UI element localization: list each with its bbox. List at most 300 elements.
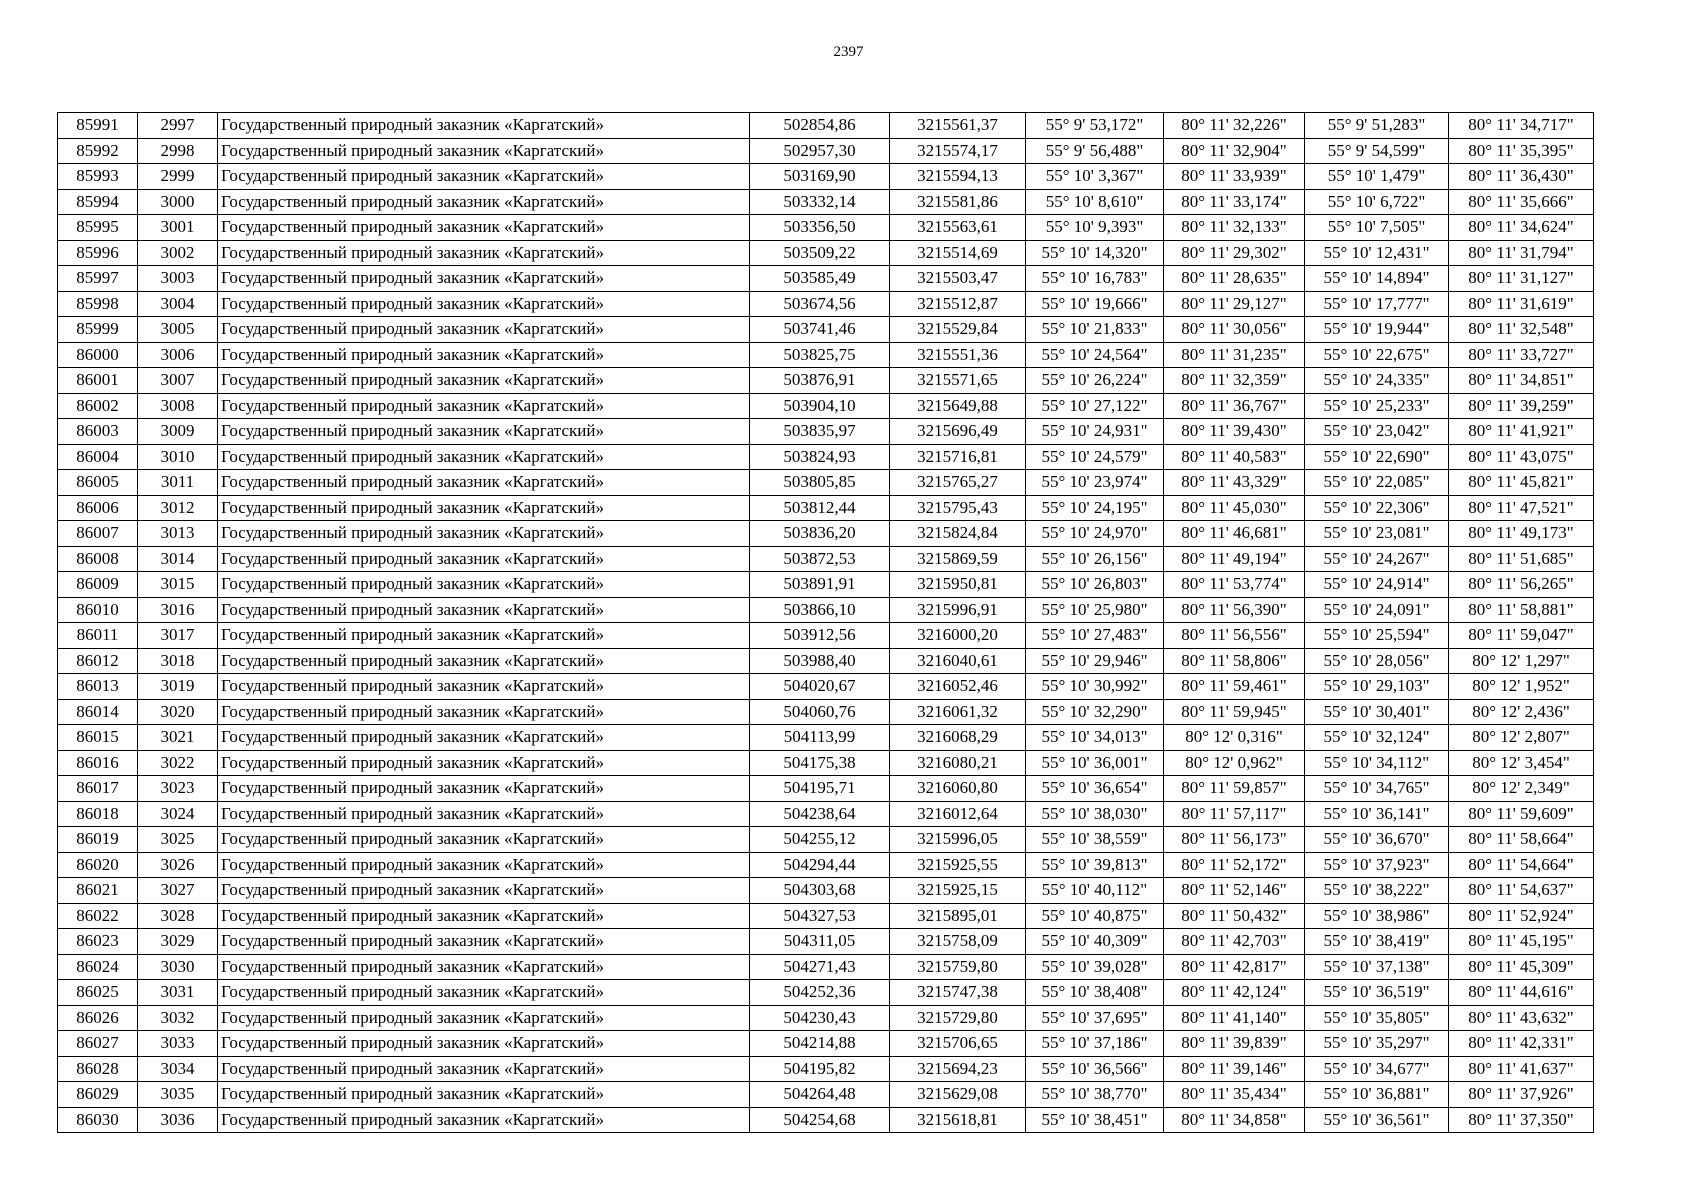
row-number-cell: 86023 [58,929,138,955]
table-row [58,368,1594,394]
territory-name-cell: Государственный природный заказник «Каргатский» [218,521,750,547]
y-coordinate-cell: 3215996,91 [890,597,1026,623]
row-number-cell: 85998 [58,291,138,317]
longitude-1-cell: 80° 11' 36,767" [1164,393,1305,419]
x-coordinate-cell: 502854,86 [750,113,890,139]
longitude-1-cell: 80° 11' 56,556" [1164,623,1305,649]
x-coordinate-cell: 504060,76 [750,699,890,725]
latitude-2-cell: 55° 10' 24,267" [1305,546,1449,572]
row-number-cell: 86024 [58,954,138,980]
territory-name-cell: Государственный природный заказник «Каргатский» [218,1107,750,1133]
x-coordinate-cell: 504303,68 [750,878,890,904]
point-number-cell: 3000 [138,189,218,215]
latitude-2-cell: 55° 10' 24,335" [1305,368,1449,394]
latitude-2-cell: 55° 9' 51,283" [1305,113,1449,139]
territory-name-cell: Государственный природный заказник «Каргатский» [218,572,750,598]
point-number-cell: 3004 [138,291,218,317]
latitude-2-cell: 55° 10' 38,222" [1305,878,1449,904]
table-row [58,521,1594,547]
point-number-cell: 3009 [138,419,218,445]
row-number-cell: 86004 [58,444,138,470]
row-number-cell: 86009 [58,572,138,598]
row-number-cell: 85992 [58,138,138,164]
x-coordinate-cell: 503356,50 [750,215,890,241]
longitude-1-cell: 80° 11' 42,817" [1164,954,1305,980]
row-number-cell: 86014 [58,699,138,725]
latitude-1-cell: 55° 10' 40,875" [1026,903,1164,929]
table-row [58,801,1594,827]
territory-name-cell: Государственный природный заказник «Каргатский» [218,674,750,700]
latitude-2-cell: 55° 10' 22,306" [1305,495,1449,521]
longitude-1-cell: 80° 11' 39,430" [1164,419,1305,445]
x-coordinate-cell: 503904,10 [750,393,890,419]
latitude-1-cell: 55° 10' 39,028" [1026,954,1164,980]
longitude-2-cell: 80° 11' 37,926" [1449,1082,1594,1108]
longitude-2-cell: 80° 11' 31,619" [1449,291,1594,317]
longitude-1-cell: 80° 11' 32,359" [1164,368,1305,394]
latitude-2-cell: 55° 10' 36,141" [1305,801,1449,827]
y-coordinate-cell: 3215895,01 [890,903,1026,929]
territory-name-cell: Государственный природный заказник «Каргатский» [218,317,750,343]
longitude-1-cell: 80° 11' 42,124" [1164,980,1305,1006]
y-coordinate-cell: 3215574,17 [890,138,1026,164]
row-number-cell: 86017 [58,776,138,802]
point-number-cell: 3024 [138,801,218,827]
latitude-2-cell: 55° 10' 23,042" [1305,419,1449,445]
table-row [58,342,1594,368]
x-coordinate-cell: 503912,56 [750,623,890,649]
x-coordinate-cell: 503866,10 [750,597,890,623]
table-row [58,240,1594,266]
row-number-cell: 86026 [58,1005,138,1031]
table-row [58,291,1594,317]
y-coordinate-cell: 3215747,38 [890,980,1026,1006]
table-row [58,546,1594,572]
y-coordinate-cell: 3215514,69 [890,240,1026,266]
row-number-cell: 86016 [58,750,138,776]
row-number-cell: 85999 [58,317,138,343]
y-coordinate-cell: 3215618,81 [890,1107,1026,1133]
point-number-cell: 3033 [138,1031,218,1057]
longitude-1-cell: 80° 11' 40,583" [1164,444,1305,470]
point-number-cell: 3015 [138,572,218,598]
point-number-cell: 3031 [138,980,218,1006]
row-number-cell: 86018 [58,801,138,827]
longitude-2-cell: 80° 11' 58,664" [1449,827,1594,853]
x-coordinate-cell: 503876,91 [750,368,890,394]
table-row [58,699,1594,725]
longitude-2-cell: 80° 12' 3,454" [1449,750,1594,776]
table-row [58,393,1594,419]
table-row [58,215,1594,241]
longitude-1-cell: 80° 11' 32,133" [1164,215,1305,241]
longitude-2-cell: 80° 11' 39,259" [1449,393,1594,419]
row-number-cell: 86030 [58,1107,138,1133]
point-number-cell: 3018 [138,648,218,674]
y-coordinate-cell: 3216080,21 [890,750,1026,776]
latitude-2-cell: 55° 10' 22,675" [1305,342,1449,368]
longitude-1-cell: 80° 11' 31,235" [1164,342,1305,368]
latitude-2-cell: 55° 10' 12,431" [1305,240,1449,266]
territory-name-cell: Государственный природный заказник «Каргатский» [218,1082,750,1108]
latitude-2-cell: 55° 10' 36,561" [1305,1107,1449,1133]
x-coordinate-cell: 504252,36 [750,980,890,1006]
latitude-1-cell: 55° 10' 37,695" [1026,1005,1164,1031]
longitude-1-cell: 80° 11' 59,461" [1164,674,1305,700]
longitude-2-cell: 80° 11' 52,924" [1449,903,1594,929]
point-number-cell: 3010 [138,444,218,470]
latitude-2-cell: 55° 10' 38,419" [1305,929,1449,955]
latitude-2-cell: 55° 10' 37,138" [1305,954,1449,980]
latitude-1-cell: 55° 10' 9,393" [1026,215,1164,241]
row-number-cell: 86021 [58,878,138,904]
x-coordinate-cell: 504327,53 [750,903,890,929]
x-coordinate-cell: 504020,67 [750,674,890,700]
territory-name-cell: Государственный природный заказник «Каргатский» [218,419,750,445]
y-coordinate-cell: 3215629,08 [890,1082,1026,1108]
point-number-cell: 3027 [138,878,218,904]
latitude-2-cell: 55° 10' 22,085" [1305,470,1449,496]
point-number-cell: 3028 [138,903,218,929]
longitude-1-cell: 80° 11' 41,140" [1164,1005,1305,1031]
x-coordinate-cell: 504294,44 [750,852,890,878]
point-number-cell: 3023 [138,776,218,802]
row-number-cell: 85993 [58,164,138,190]
latitude-2-cell: 55° 10' 1,479" [1305,164,1449,190]
longitude-1-cell: 80° 11' 52,146" [1164,878,1305,904]
point-number-cell: 3035 [138,1082,218,1108]
longitude-1-cell: 80° 11' 39,146" [1164,1056,1305,1082]
row-number-cell: 85997 [58,266,138,292]
longitude-2-cell: 80° 11' 44,616" [1449,980,1594,1006]
latitude-1-cell: 55° 10' 26,156" [1026,546,1164,572]
longitude-2-cell: 80° 12' 2,436" [1449,699,1594,725]
latitude-1-cell: 55° 10' 23,974" [1026,470,1164,496]
territory-name-cell: Государственный природный заказник «Каргатский» [218,623,750,649]
table-row [58,674,1594,700]
latitude-1-cell: 55° 10' 25,980" [1026,597,1164,623]
longitude-1-cell: 80° 11' 53,774" [1164,572,1305,598]
table-row [58,1107,1594,1133]
longitude-2-cell: 80° 12' 1,952" [1449,674,1594,700]
x-coordinate-cell: 503988,40 [750,648,890,674]
latitude-1-cell: 55° 10' 32,290" [1026,699,1164,725]
territory-name-cell: Государственный природный заказник «Каргатский» [218,776,750,802]
territory-name-cell: Государственный природный заказник «Каргатский» [218,393,750,419]
point-number-cell: 3014 [138,546,218,572]
row-number-cell: 86015 [58,725,138,751]
longitude-2-cell: 80° 11' 34,717" [1449,113,1594,139]
table-row [58,495,1594,521]
latitude-2-cell: 55° 10' 19,944" [1305,317,1449,343]
longitude-2-cell: 80° 11' 49,173" [1449,521,1594,547]
x-coordinate-cell: 504255,12 [750,827,890,853]
territory-name-cell: Государственный природный заказник «Каргатский» [218,495,750,521]
longitude-1-cell: 80° 11' 29,127" [1164,291,1305,317]
longitude-1-cell: 80° 11' 32,904" [1164,138,1305,164]
latitude-1-cell: 55° 10' 16,783" [1026,266,1164,292]
latitude-2-cell: 55° 10' 36,881" [1305,1082,1449,1108]
point-number-cell: 3030 [138,954,218,980]
latitude-2-cell: 55° 10' 29,103" [1305,674,1449,700]
y-coordinate-cell: 3216061,32 [890,699,1026,725]
row-number-cell: 86005 [58,470,138,496]
territory-name-cell: Государственный природный заказник «Каргатский» [218,546,750,572]
table-row [58,750,1594,776]
territory-name-cell: Государственный природный заказник «Каргатский» [218,138,750,164]
longitude-2-cell: 80° 11' 54,664" [1449,852,1594,878]
x-coordinate-cell: 503805,85 [750,470,890,496]
longitude-1-cell: 80° 11' 39,839" [1164,1031,1305,1057]
row-number-cell: 86007 [58,521,138,547]
y-coordinate-cell: 3216040,61 [890,648,1026,674]
latitude-1-cell: 55° 10' 24,931" [1026,419,1164,445]
longitude-1-cell: 80° 12' 0,962" [1164,750,1305,776]
x-coordinate-cell: 504311,05 [750,929,890,955]
longitude-2-cell: 80° 12' 2,349" [1449,776,1594,802]
longitude-1-cell: 80° 11' 28,635" [1164,266,1305,292]
longitude-1-cell: 80° 11' 56,390" [1164,597,1305,623]
territory-name-cell: Государственный природный заказник «Каргатский» [218,1056,750,1082]
territory-name-cell: Государственный природный заказник «Каргатский» [218,342,750,368]
longitude-2-cell: 80° 11' 37,350" [1449,1107,1594,1133]
latitude-1-cell: 55° 10' 19,666" [1026,291,1164,317]
latitude-1-cell: 55° 10' 37,186" [1026,1031,1164,1057]
point-number-cell: 3012 [138,495,218,521]
longitude-2-cell: 80° 11' 47,521" [1449,495,1594,521]
y-coordinate-cell: 3215759,80 [890,954,1026,980]
territory-name-cell: Государственный природный заказник «Каргатский» [218,444,750,470]
latitude-2-cell: 55° 10' 32,124" [1305,725,1449,751]
table-row [58,929,1594,955]
latitude-2-cell: 55° 10' 30,401" [1305,699,1449,725]
y-coordinate-cell: 3215694,23 [890,1056,1026,1082]
point-number-cell: 3016 [138,597,218,623]
y-coordinate-cell: 3215925,15 [890,878,1026,904]
y-coordinate-cell: 3215795,43 [890,495,1026,521]
row-number-cell: 86012 [58,648,138,674]
latitude-1-cell: 55° 10' 27,483" [1026,623,1164,649]
point-number-cell: 2998 [138,138,218,164]
latitude-2-cell: 55° 10' 17,777" [1305,291,1449,317]
latitude-1-cell: 55° 10' 24,195" [1026,495,1164,521]
latitude-1-cell: 55° 10' 21,833" [1026,317,1164,343]
latitude-1-cell: 55° 10' 3,367" [1026,164,1164,190]
table-row [58,266,1594,292]
table-row [58,1082,1594,1108]
y-coordinate-cell: 3216000,20 [890,623,1026,649]
x-coordinate-cell: 503332,14 [750,189,890,215]
x-coordinate-cell: 503812,44 [750,495,890,521]
territory-name-cell: Государственный природный заказник «Каргатский» [218,648,750,674]
row-number-cell: 86000 [58,342,138,368]
x-coordinate-cell: 503169,90 [750,164,890,190]
latitude-1-cell: 55° 10' 38,451" [1026,1107,1164,1133]
latitude-1-cell: 55° 10' 38,030" [1026,801,1164,827]
latitude-1-cell: 55° 10' 40,309" [1026,929,1164,955]
row-number-cell: 85996 [58,240,138,266]
table-row [58,419,1594,445]
longitude-1-cell: 80° 11' 49,194" [1164,546,1305,572]
latitude-1-cell: 55° 10' 30,992" [1026,674,1164,700]
x-coordinate-cell: 502957,30 [750,138,890,164]
latitude-2-cell: 55° 10' 35,297" [1305,1031,1449,1057]
territory-name-cell: Государственный природный заказник «Каргатский» [218,368,750,394]
longitude-2-cell: 80° 11' 58,881" [1449,597,1594,623]
point-number-cell: 3005 [138,317,218,343]
x-coordinate-cell: 503872,53 [750,546,890,572]
point-number-cell: 3025 [138,827,218,853]
row-number-cell: 85994 [58,189,138,215]
point-number-cell: 3002 [138,240,218,266]
territory-name-cell: Государственный природный заказник «Каргатский» [218,750,750,776]
table-row [58,189,1594,215]
point-number-cell: 3020 [138,699,218,725]
point-number-cell: 3003 [138,266,218,292]
territory-name-cell: Государственный природный заказник «Каргатский» [218,240,750,266]
latitude-1-cell: 55° 10' 36,654" [1026,776,1164,802]
longitude-2-cell: 80° 11' 41,637" [1449,1056,1594,1082]
latitude-2-cell: 55° 10' 35,805" [1305,1005,1449,1031]
longitude-1-cell: 80° 11' 50,432" [1164,903,1305,929]
latitude-2-cell: 55° 10' 38,986" [1305,903,1449,929]
latitude-2-cell: 55° 10' 7,505" [1305,215,1449,241]
y-coordinate-cell: 3215503,47 [890,266,1026,292]
row-number-cell: 86008 [58,546,138,572]
latitude-2-cell: 55° 9' 54,599" [1305,138,1449,164]
x-coordinate-cell: 504195,71 [750,776,890,802]
table-row [58,776,1594,802]
territory-name-cell: Государственный природный заказник «Каргатский» [218,954,750,980]
x-coordinate-cell: 504271,43 [750,954,890,980]
longitude-2-cell: 80° 11' 42,331" [1449,1031,1594,1057]
point-number-cell: 3034 [138,1056,218,1082]
table-row [58,878,1594,904]
territory-name-cell: Государственный природный заказник «Каргатский» [218,980,750,1006]
y-coordinate-cell: 3216052,46 [890,674,1026,700]
longitude-1-cell: 80° 11' 33,174" [1164,189,1305,215]
y-coordinate-cell: 3215950,81 [890,572,1026,598]
latitude-2-cell: 55° 10' 34,765" [1305,776,1449,802]
latitude-1-cell: 55° 10' 24,564" [1026,342,1164,368]
x-coordinate-cell: 504113,99 [750,725,890,751]
x-coordinate-cell: 503825,75 [750,342,890,368]
table-body [58,113,1594,1133]
latitude-1-cell: 55° 10' 26,224" [1026,368,1164,394]
longitude-2-cell: 80° 12' 1,297" [1449,648,1594,674]
latitude-2-cell: 55° 10' 24,091" [1305,597,1449,623]
table-row [58,572,1594,598]
longitude-2-cell: 80° 11' 54,637" [1449,878,1594,904]
y-coordinate-cell: 3215581,86 [890,189,1026,215]
row-number-cell: 85995 [58,215,138,241]
longitude-2-cell: 80° 11' 31,127" [1449,266,1594,292]
territory-name-cell: Государственный природный заказник «Каргатский» [218,164,750,190]
point-number-cell: 3013 [138,521,218,547]
latitude-2-cell: 55° 10' 14,894" [1305,266,1449,292]
x-coordinate-cell: 504264,48 [750,1082,890,1108]
y-coordinate-cell: 3215996,05 [890,827,1026,853]
x-coordinate-cell: 503891,91 [750,572,890,598]
territory-name-cell: Государственный природный заказник «Каргатский» [218,215,750,241]
row-number-cell: 86003 [58,419,138,445]
y-coordinate-cell: 3215716,81 [890,444,1026,470]
latitude-1-cell: 55° 9' 53,172" [1026,113,1164,139]
longitude-2-cell: 80° 11' 43,632" [1449,1005,1594,1031]
point-number-cell: 2997 [138,113,218,139]
point-number-cell: 3036 [138,1107,218,1133]
territory-name-cell: Государственный природный заказник «Каргатский» [218,929,750,955]
table-row [58,852,1594,878]
longitude-1-cell: 80° 11' 30,056" [1164,317,1305,343]
point-number-cell: 3001 [138,215,218,241]
y-coordinate-cell: 3215551,36 [890,342,1026,368]
latitude-1-cell: 55° 10' 40,112" [1026,878,1164,904]
table-row [58,980,1594,1006]
latitude-2-cell: 55° 10' 34,112" [1305,750,1449,776]
longitude-2-cell: 80° 11' 31,794" [1449,240,1594,266]
table-row [58,648,1594,674]
coordinates-table [57,112,1594,1133]
x-coordinate-cell: 503674,56 [750,291,890,317]
table-row [58,623,1594,649]
longitude-1-cell: 80° 11' 56,173" [1164,827,1305,853]
y-coordinate-cell: 3215649,88 [890,393,1026,419]
row-number-cell: 86022 [58,903,138,929]
latitude-1-cell: 55° 10' 24,579" [1026,444,1164,470]
table-row [58,138,1594,164]
row-number-cell: 86027 [58,1031,138,1057]
y-coordinate-cell: 3216068,29 [890,725,1026,751]
x-coordinate-cell: 504254,68 [750,1107,890,1133]
territory-name-cell: Государственный природный заказник «Каргатский» [218,597,750,623]
latitude-2-cell: 55° 10' 25,233" [1305,393,1449,419]
latitude-1-cell: 55° 10' 24,970" [1026,521,1164,547]
page-number: 2397 [833,44,864,60]
longitude-2-cell: 80° 11' 56,265" [1449,572,1594,598]
territory-name-cell: Государственный природный заказник «Каргатский» [218,801,750,827]
row-number-cell: 86013 [58,674,138,700]
table-row [58,317,1594,343]
latitude-2-cell: 55° 10' 37,923" [1305,852,1449,878]
latitude-1-cell: 55° 10' 36,001" [1026,750,1164,776]
longitude-1-cell: 80° 12' 0,316" [1164,725,1305,751]
table-row [58,597,1594,623]
row-number-cell: 86010 [58,597,138,623]
longitude-2-cell: 80° 11' 35,666" [1449,189,1594,215]
longitude-1-cell: 80° 11' 42,703" [1164,929,1305,955]
territory-name-cell: Государственный природный заказник «Каргатский» [218,470,750,496]
y-coordinate-cell: 3215696,49 [890,419,1026,445]
x-coordinate-cell: 503585,49 [750,266,890,292]
latitude-1-cell: 55° 10' 8,610" [1026,189,1164,215]
latitude-2-cell: 55° 10' 6,722" [1305,189,1449,215]
x-coordinate-cell: 504175,38 [750,750,890,776]
latitude-1-cell: 55° 10' 27,122" [1026,393,1164,419]
point-number-cell: 3007 [138,368,218,394]
table-row [58,903,1594,929]
point-number-cell: 3011 [138,470,218,496]
row-number-cell: 86001 [58,368,138,394]
x-coordinate-cell: 503741,46 [750,317,890,343]
x-coordinate-cell: 504238,64 [750,801,890,827]
longitude-1-cell: 80° 11' 58,806" [1164,648,1305,674]
longitude-2-cell: 80° 11' 59,609" [1449,801,1594,827]
longitude-1-cell: 80° 11' 32,226" [1164,113,1305,139]
longitude-1-cell: 80° 11' 52,172" [1164,852,1305,878]
territory-name-cell: Государственный природный заказник «Каргатский» [218,852,750,878]
territory-name-cell: Государственный природный заказник «Каргатский» [218,1005,750,1031]
